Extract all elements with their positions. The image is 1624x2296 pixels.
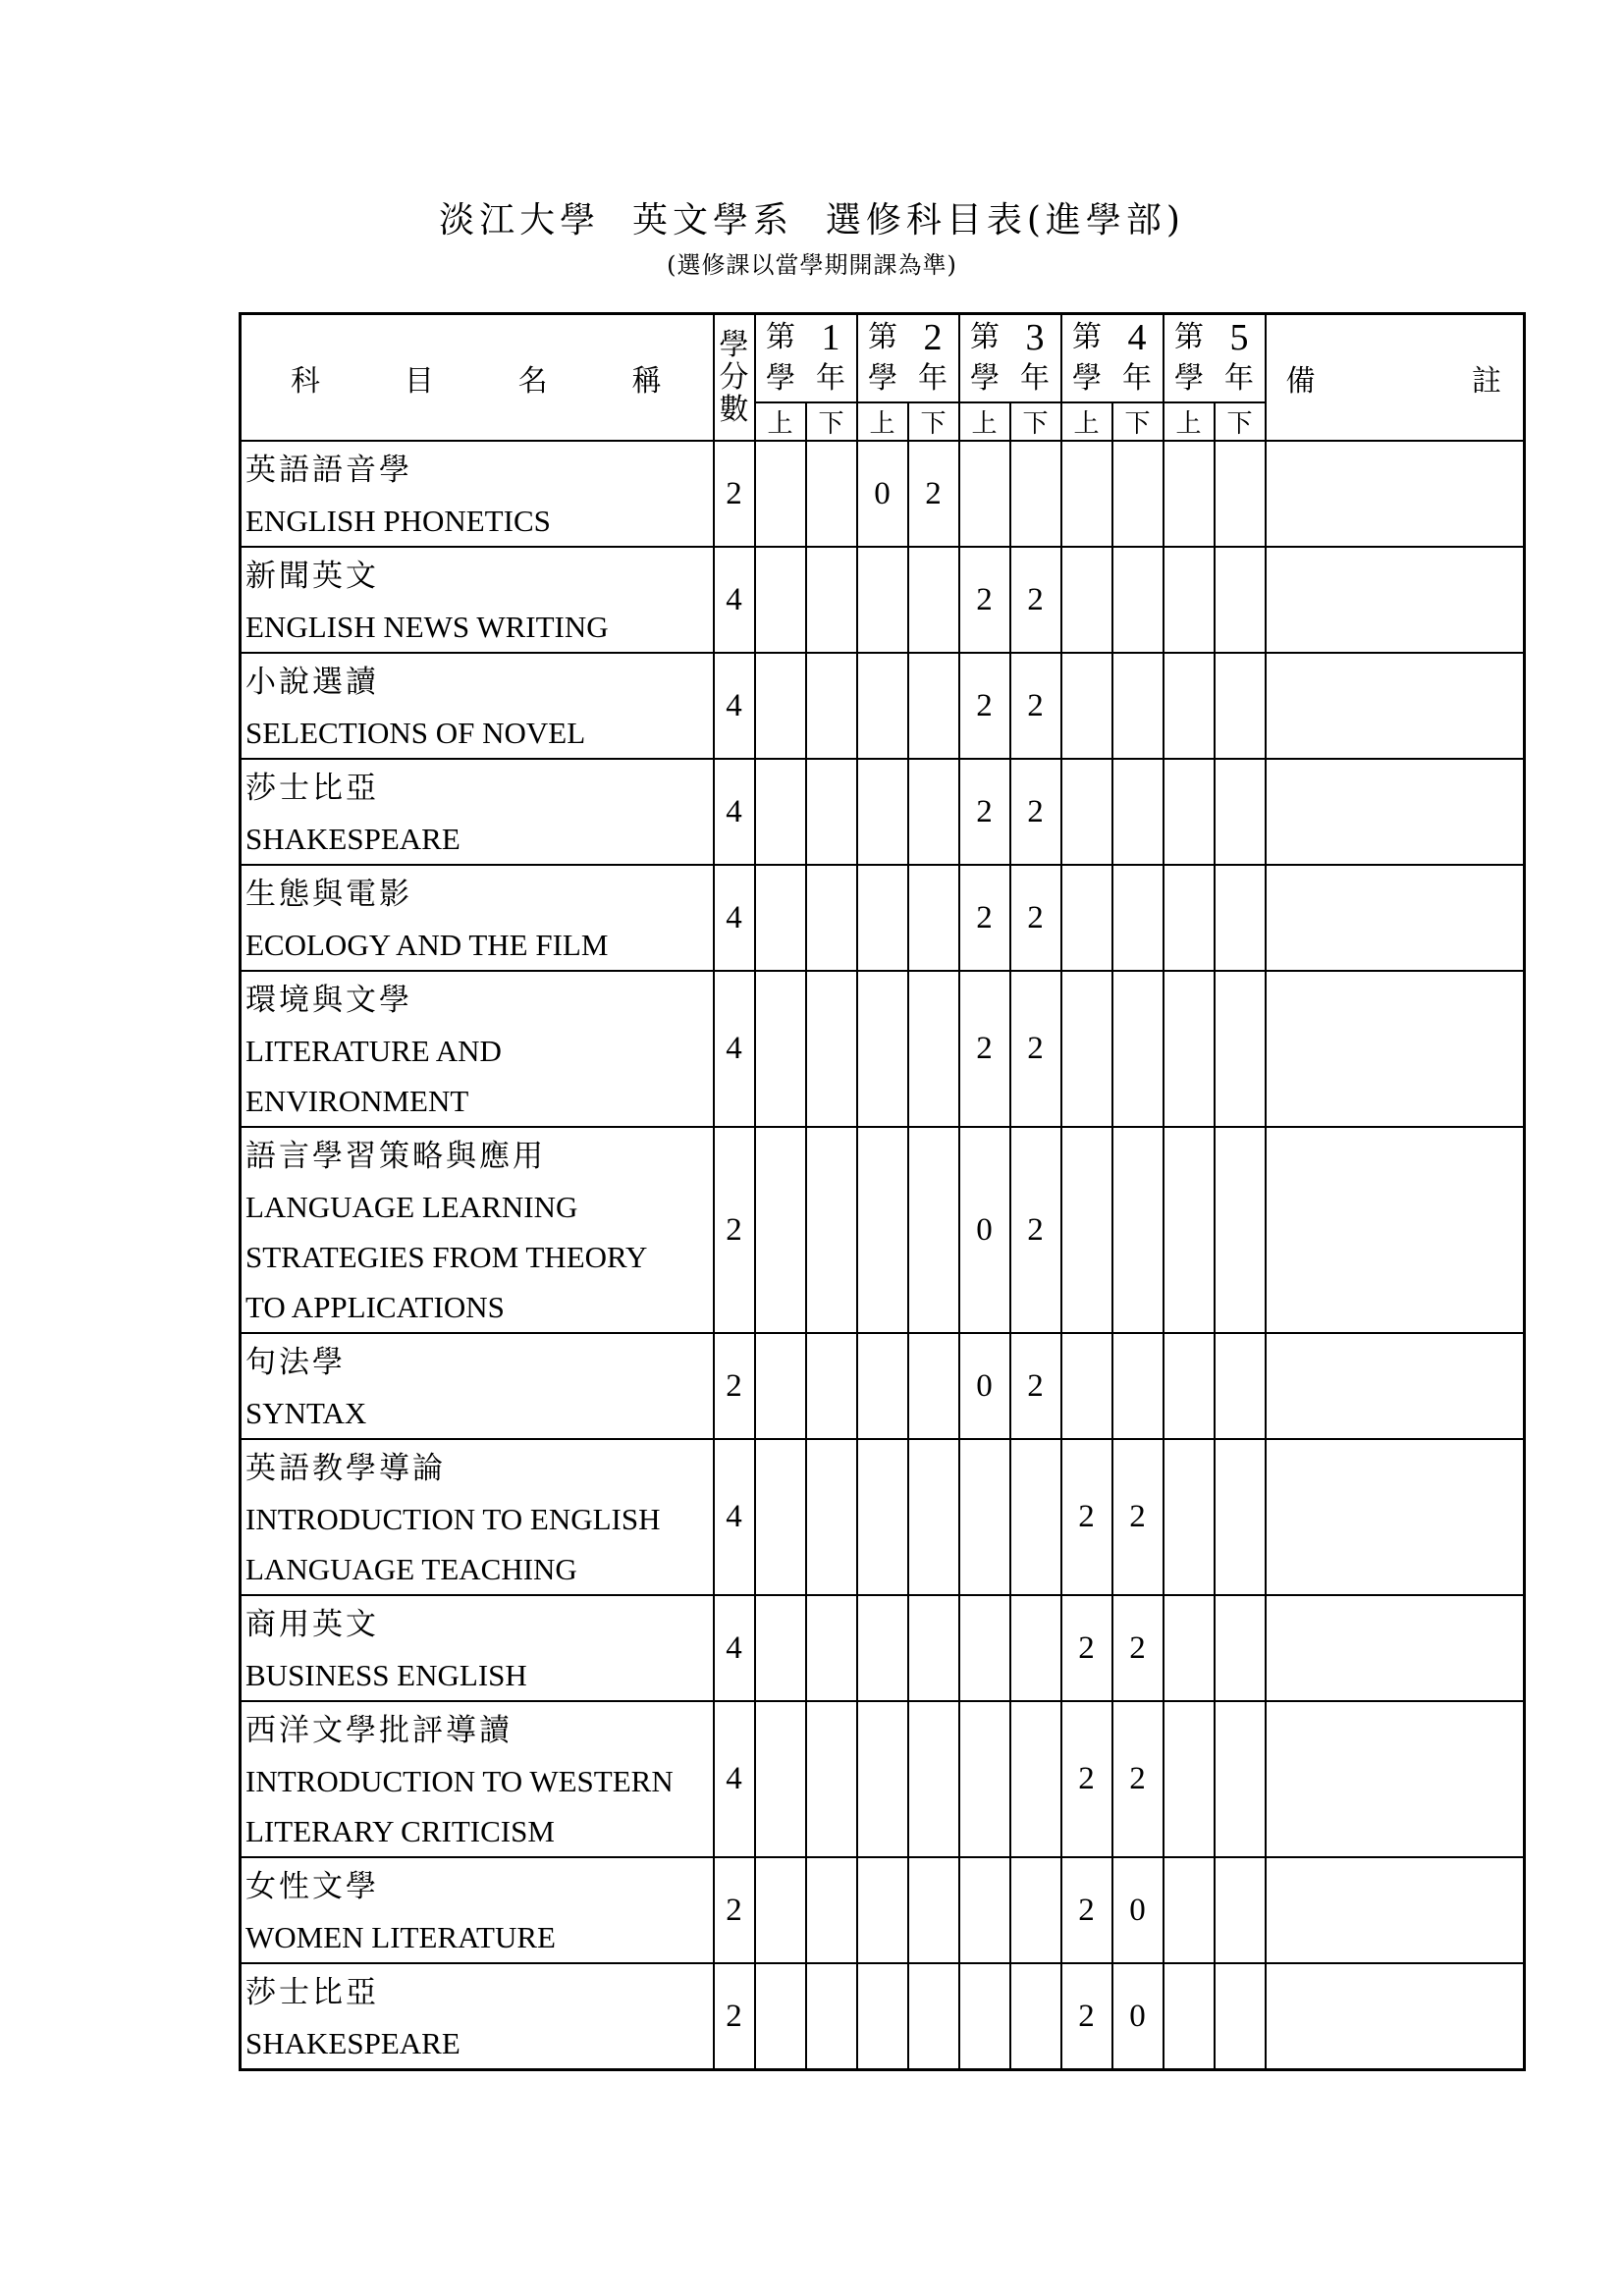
semester-credit-cell <box>908 971 959 1127</box>
table-row <box>241 547 1525 653</box>
semester-credit-cell <box>1061 865 1112 971</box>
semester-credit-cell <box>755 1857 806 1963</box>
course-name-zh: 英語語音學 <box>245 453 412 488</box>
year-suffix: 年 <box>1224 361 1254 396</box>
semester-credit-cell <box>857 759 908 865</box>
semester-credit-cell <box>1061 441 1112 547</box>
course-name-zh: 新聞英文 <box>245 559 379 594</box>
semester-credit-cell <box>1215 1333 1266 1439</box>
table-row <box>241 865 1525 971</box>
course-name-en: LANGUAGE LEARNING <box>245 1190 578 1224</box>
course-name-cell <box>241 1127 714 1333</box>
semester-credit-cell <box>755 441 806 547</box>
semester-credit-cell <box>1010 441 1061 547</box>
semester-credit-cell <box>908 1439 959 1595</box>
course-name-zh: 莎士比亞 <box>245 1975 379 2010</box>
semester-credit-cell <box>1164 547 1215 653</box>
table-row <box>241 1127 1525 1333</box>
semester-credit-cell: 2 <box>1010 1127 1061 1333</box>
course-name-en: TO APPLICATIONS <box>245 1290 505 1324</box>
semester-credit-cell <box>1112 653 1164 759</box>
year-suffix: 學 <box>766 361 795 396</box>
semester-credit-cell <box>857 1701 908 1857</box>
header-notes-char: 註 <box>1472 363 1501 399</box>
semester-credit-cell <box>857 1333 908 1439</box>
semester-credit-cell <box>1164 1439 1215 1595</box>
header-sem-upper: 上 <box>959 402 1010 441</box>
header-credits-char: 學 <box>719 328 749 362</box>
page-subtitle: (選修課以當學期開課為準) <box>667 251 957 279</box>
semester-credit-cell <box>1010 1963 1061 2070</box>
semester-credit-cell <box>806 1439 857 1595</box>
semester-credit-cell: 2 <box>1112 1439 1164 1595</box>
credits-cell: 2 <box>714 1333 755 1439</box>
course-name-en: ECOLOGY AND THE FILM <box>245 928 609 962</box>
header-course-char: 稱 <box>631 363 662 399</box>
semester-credit-cell <box>1112 971 1164 1127</box>
semester-credit-cell <box>857 1963 908 2070</box>
semester-credit-cell <box>806 1127 857 1333</box>
semester-credit-cell <box>1164 1595 1215 1701</box>
semester-credit-cell <box>755 759 806 865</box>
semester-credit-cell <box>1112 865 1164 971</box>
semester-credit-cell <box>806 1857 857 1963</box>
semester-credit-cell <box>1215 1127 1266 1333</box>
table-row <box>241 1857 1525 1963</box>
year-prefix: 第 <box>1072 320 1102 354</box>
semester-credit-cell: 2 <box>1112 1701 1164 1857</box>
semester-credit-cell <box>1061 1333 1112 1439</box>
semester-credit-cell <box>1164 865 1215 971</box>
year-suffix: 學 <box>1072 361 1102 396</box>
semester-credit-cell <box>959 1595 1010 1701</box>
header-sem-upper: 上 <box>755 402 806 441</box>
semester-credit-cell: 2 <box>1010 653 1061 759</box>
credits-cell: 2 <box>714 441 755 547</box>
course-name-en: SHAKESPEARE <box>245 2026 460 2060</box>
notes-cell <box>1266 547 1525 653</box>
semester-credit-cell <box>806 1595 857 1701</box>
credits-cell: 4 <box>714 547 755 653</box>
notes-cell <box>1266 865 1525 971</box>
semester-credit-cell <box>1164 1333 1215 1439</box>
semester-credit-cell: 0 <box>959 1333 1010 1439</box>
semester-credit-cell <box>806 547 857 653</box>
header-year-5 <box>1164 314 1266 403</box>
semester-credit-cell: 0 <box>857 441 908 547</box>
header-year-1 <box>755 314 857 403</box>
header-credits-char: 數 <box>719 393 749 427</box>
semester-credit-cell <box>1112 441 1164 547</box>
semester-credit-cell <box>857 1127 908 1333</box>
semester-credit-cell <box>755 1127 806 1333</box>
header-credits-char: 分 <box>719 360 749 395</box>
course-name-en: WOMEN LITERATURE <box>245 1920 556 1954</box>
course-name-zh: 女性文學 <box>245 1869 379 1904</box>
semester-credit-cell <box>1215 547 1266 653</box>
header-year-2 <box>857 314 959 403</box>
year-number: 2 <box>923 317 943 358</box>
semester-credit-cell <box>1215 653 1266 759</box>
year-number: 5 <box>1229 317 1249 358</box>
course-name-zh: 莎士比亞 <box>245 771 379 806</box>
notes-cell <box>1266 653 1525 759</box>
course-name-en: ENVIRONMENT <box>245 1084 469 1118</box>
credits-cell: 4 <box>714 1595 755 1701</box>
course-name-en: LANGUAGE TEACHING <box>245 1552 577 1586</box>
semester-credit-cell: 2 <box>1061 1857 1112 1963</box>
table-row <box>241 653 1525 759</box>
semester-credit-cell <box>1010 1701 1061 1857</box>
semester-credit-cell <box>1164 441 1215 547</box>
course-name-cell <box>241 1857 714 1963</box>
header-course-name <box>241 314 714 442</box>
semester-credit-cell: 0 <box>1112 1963 1164 2070</box>
semester-credit-cell <box>806 653 857 759</box>
notes-cell <box>1266 1333 1525 1439</box>
semester-credit-cell: 2 <box>959 865 1010 971</box>
semester-credit-cell <box>1061 759 1112 865</box>
semester-credit-cell <box>857 1439 908 1595</box>
semester-credit-cell <box>908 1595 959 1701</box>
course-name-en: ENGLISH PHONETICS <box>245 504 551 538</box>
course-name-zh: 西洋文學批評導讀 <box>245 1713 513 1748</box>
semester-credit-cell <box>1164 1127 1215 1333</box>
table-row <box>241 1963 1525 2070</box>
course-name-en: STRATEGIES FROM THEORY <box>245 1240 648 1274</box>
semester-credit-cell <box>755 865 806 971</box>
semester-credit-cell: 2 <box>1010 1333 1061 1439</box>
year-suffix: 年 <box>918 361 947 396</box>
semester-credit-cell: 2 <box>908 441 959 547</box>
course-name-en: SYNTAX <box>245 1396 367 1430</box>
table-row <box>241 441 1525 547</box>
year-suffix: 學 <box>868 361 897 396</box>
course-name-zh: 語言學習策略與應用 <box>245 1139 546 1174</box>
header-notes-char: 備 <box>1285 363 1316 399</box>
semester-credit-cell <box>908 1701 959 1857</box>
course-name-cell <box>241 759 714 865</box>
year-number: 4 <box>1127 317 1147 358</box>
header-year-4 <box>1061 314 1164 403</box>
page-title: 淡江大學 英文學系 選修科目表(進學部) <box>439 200 1185 240</box>
semester-credit-cell <box>1061 653 1112 759</box>
year-number: 3 <box>1025 317 1045 358</box>
semester-credit-cell <box>806 865 857 971</box>
table-row <box>241 759 1525 865</box>
header-notes <box>1266 314 1525 442</box>
notes-cell <box>1266 1701 1525 1857</box>
course-name-en: SELECTIONS OF NOVEL <box>245 716 586 750</box>
semester-credit-cell: 2 <box>1061 1439 1112 1595</box>
course-name-zh: 小說選讀 <box>245 665 379 700</box>
course-name-cell <box>241 653 714 759</box>
credits-cell: 2 <box>714 1127 755 1333</box>
semester-credit-cell <box>1010 1439 1061 1595</box>
semester-credit-cell <box>1215 1963 1266 2070</box>
semester-credit-cell <box>1112 759 1164 865</box>
notes-cell <box>1266 971 1525 1127</box>
semester-credit-cell <box>1112 1333 1164 1439</box>
semester-credit-cell <box>1164 1701 1215 1857</box>
semester-credit-cell <box>857 547 908 653</box>
semester-credit-cell <box>959 1701 1010 1857</box>
course-name-cell <box>241 1439 714 1595</box>
course-name-cell <box>241 441 714 547</box>
semester-credit-cell <box>1164 971 1215 1127</box>
semester-credit-cell <box>1164 759 1215 865</box>
year-suffix: 年 <box>1122 361 1152 396</box>
semester-credit-cell <box>806 1963 857 2070</box>
credits-cell: 4 <box>714 865 755 971</box>
semester-credit-cell: 2 <box>1010 865 1061 971</box>
semester-credit-cell <box>1215 1439 1266 1595</box>
semester-credit-cell <box>806 759 857 865</box>
semester-credit-cell: 2 <box>959 653 1010 759</box>
semester-credit-cell <box>908 653 959 759</box>
semester-credit-cell <box>908 1857 959 1963</box>
semester-credit-cell <box>1112 1127 1164 1333</box>
course-name-cell <box>241 1595 714 1701</box>
credits-cell: 4 <box>714 971 755 1127</box>
course-name-zh: 環境與文學 <box>245 983 412 1018</box>
semester-credit-cell: 2 <box>959 547 1010 653</box>
course-name-cell <box>241 1701 714 1857</box>
semester-credit-cell: 2 <box>1061 1963 1112 2070</box>
semester-credit-cell <box>908 1963 959 2070</box>
semester-credit-cell: 2 <box>1112 1595 1164 1701</box>
course-name-en: INTRODUCTION TO WESTERN <box>245 1764 674 1798</box>
notes-cell <box>1266 1857 1525 1963</box>
course-name-zh: 句法學 <box>245 1345 346 1380</box>
notes-cell <box>1266 1595 1525 1701</box>
semester-credit-cell <box>1215 759 1266 865</box>
course-name-cell <box>241 1333 714 1439</box>
semester-credit-cell: 2 <box>1010 547 1061 653</box>
semester-credit-cell <box>908 759 959 865</box>
semester-credit-cell: 2 <box>1010 971 1061 1127</box>
semester-credit-cell <box>755 547 806 653</box>
semester-credit-cell <box>1164 1857 1215 1963</box>
semester-credit-cell <box>908 1127 959 1333</box>
semester-credit-cell <box>1164 653 1215 759</box>
semester-credit-cell <box>1215 1857 1266 1963</box>
semester-credit-cell <box>908 865 959 971</box>
header-year-3 <box>959 314 1061 403</box>
semester-credit-cell <box>806 971 857 1127</box>
course-name-zh: 商用英文 <box>245 1607 379 1642</box>
header-sem-lower: 下 <box>806 402 857 441</box>
semester-credit-cell: 2 <box>1061 1595 1112 1701</box>
year-suffix: 學 <box>1174 361 1204 396</box>
header-sem-upper: 上 <box>1061 402 1112 441</box>
semester-credit-cell <box>857 865 908 971</box>
header-course-char: 名 <box>517 363 548 399</box>
year-suffix: 年 <box>816 361 845 396</box>
credits-cell: 2 <box>714 1963 755 2070</box>
table-row <box>241 1701 1525 1857</box>
semester-credit-cell <box>1215 441 1266 547</box>
course-name-en: ENGLISH NEWS WRITING <box>245 610 609 644</box>
year-suffix: 學 <box>970 361 1000 396</box>
semester-credit-cell <box>1010 1595 1061 1701</box>
course-rows <box>241 441 1525 2070</box>
semester-credit-cell <box>908 547 959 653</box>
table-row <box>241 1595 1525 1701</box>
semester-credit-cell: 2 <box>959 971 1010 1127</box>
semester-credit-cell <box>959 1439 1010 1595</box>
course-name-en: LITERARY CRITICISM <box>245 1814 555 1848</box>
course-name-cell <box>241 1963 714 2070</box>
semester-credit-cell: 2 <box>1061 1701 1112 1857</box>
semester-credit-cell <box>959 1963 1010 2070</box>
semester-credit-cell <box>959 441 1010 547</box>
semester-credit-cell <box>1215 865 1266 971</box>
semester-credit-cell <box>806 1333 857 1439</box>
header-credits <box>714 314 755 442</box>
table-row <box>241 1333 1525 1439</box>
year-suffix: 年 <box>1020 361 1050 396</box>
semester-credit-cell <box>959 1857 1010 1963</box>
year-number: 1 <box>821 317 840 358</box>
course-name-en: SHAKESPEARE <box>245 822 460 856</box>
credits-cell: 4 <box>714 653 755 759</box>
semester-credit-cell <box>755 1963 806 2070</box>
notes-cell <box>1266 1127 1525 1333</box>
header-sem-lower: 下 <box>1215 402 1266 441</box>
notes-cell <box>1266 1439 1525 1595</box>
year-prefix: 第 <box>766 320 795 354</box>
semester-credit-cell <box>755 1595 806 1701</box>
credits-cell: 2 <box>714 1857 755 1963</box>
table-row <box>241 971 1525 1127</box>
credits-cell: 4 <box>714 1439 755 1595</box>
semester-credit-cell <box>755 1701 806 1857</box>
course-name-cell <box>241 971 714 1127</box>
table-row <box>241 1439 1525 1595</box>
semester-credit-cell: 0 <box>959 1127 1010 1333</box>
semester-credit-cell <box>806 1701 857 1857</box>
semester-credit-cell <box>1061 971 1112 1127</box>
semester-credit-cell <box>755 653 806 759</box>
semester-credit-cell <box>1010 1857 1061 1963</box>
semester-credit-cell <box>1215 1595 1266 1701</box>
semester-credit-cell <box>1215 971 1266 1127</box>
semester-credit-cell: 0 <box>1112 1857 1164 1963</box>
notes-cell <box>1266 759 1525 865</box>
semester-credit-cell <box>755 1439 806 1595</box>
course-name-cell <box>241 865 714 971</box>
semester-credit-cell <box>908 1333 959 1439</box>
semester-credit-cell <box>1215 1701 1266 1857</box>
semester-credit-cell <box>857 971 908 1127</box>
semester-credit-cell: 2 <box>959 759 1010 865</box>
semester-credit-cell <box>857 653 908 759</box>
notes-cell <box>1266 1963 1525 2070</box>
header-sem-upper: 上 <box>857 402 908 441</box>
table-header <box>241 314 1525 442</box>
elective-course-table <box>239 312 1526 2071</box>
semester-credit-cell <box>806 441 857 547</box>
header-sem-upper: 上 <box>1164 402 1215 441</box>
course-name-en: BUSINESS ENGLISH <box>245 1658 527 1692</box>
header-course-char: 目 <box>404 363 434 399</box>
course-name-en: LITERATURE AND <box>245 1034 502 1068</box>
semester-credit-cell <box>857 1595 908 1701</box>
header-sem-lower: 下 <box>1010 402 1061 441</box>
course-name-zh: 生態與電影 <box>245 877 412 912</box>
semester-credit-cell <box>1061 547 1112 653</box>
semester-credit-cell <box>1164 1963 1215 2070</box>
semester-credit-cell <box>1112 547 1164 653</box>
semester-credit-cell <box>755 971 806 1127</box>
header-sem-lower: 下 <box>1112 402 1164 441</box>
semester-credit-cell: 2 <box>1010 759 1061 865</box>
semester-credit-cell <box>1061 1127 1112 1333</box>
year-prefix: 第 <box>868 320 897 354</box>
notes-cell <box>1266 441 1525 547</box>
header-sem-lower: 下 <box>908 402 959 441</box>
year-prefix: 第 <box>970 320 1000 354</box>
course-name-zh: 英語教學導論 <box>245 1451 446 1486</box>
header-course-char: 科 <box>291 363 320 399</box>
year-prefix: 第 <box>1174 320 1204 354</box>
credits-cell: 4 <box>714 759 755 865</box>
course-name-en: INTRODUCTION TO ENGLISH <box>245 1502 661 1536</box>
semester-credit-cell <box>857 1857 908 1963</box>
course-name-cell <box>241 547 714 653</box>
credits-cell: 4 <box>714 1701 755 1857</box>
semester-credit-cell <box>755 1333 806 1439</box>
